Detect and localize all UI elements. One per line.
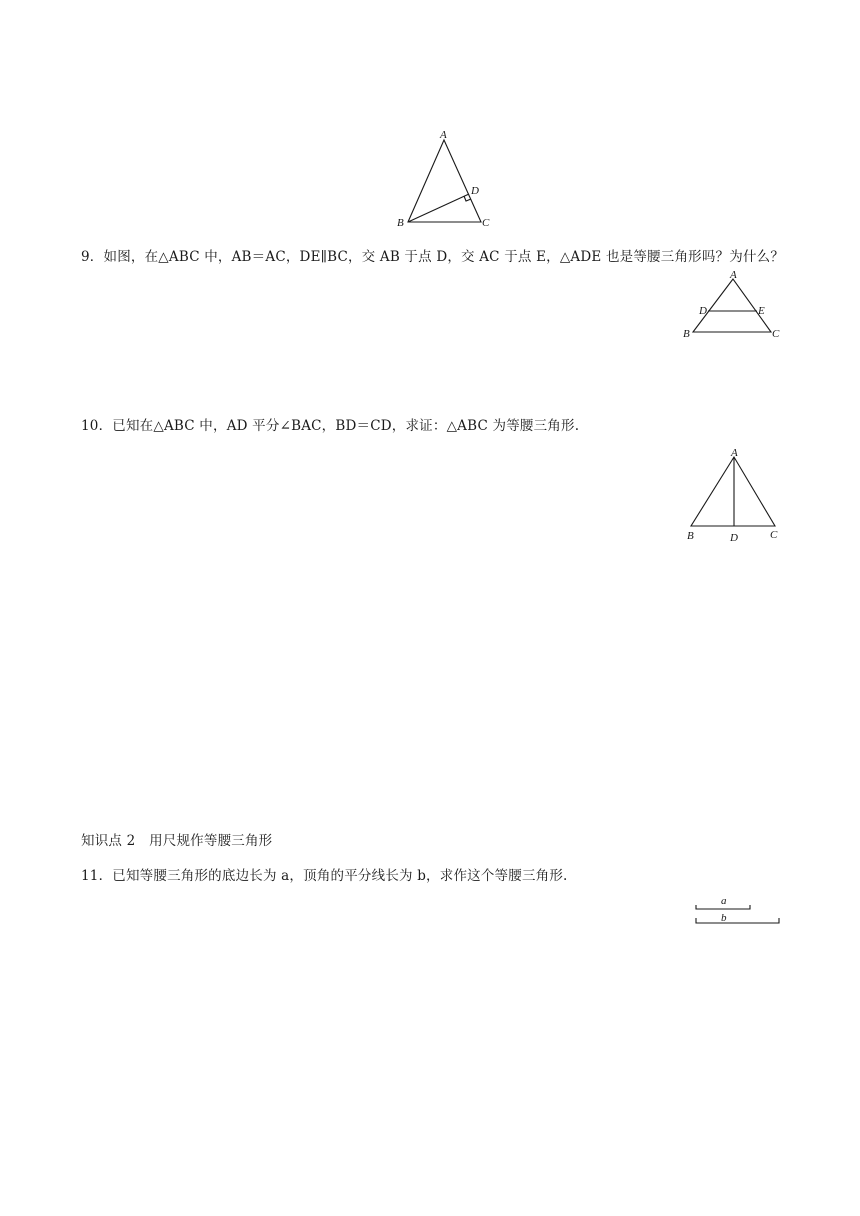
question-9-text: 9．如图，在△ABC 中，AB＝AC，DE∥BC，交 AB 于点 D，交 AC 于点 E，△ADE 也是等腰三角形吗？为什么？ — [81, 249, 785, 265]
label-C: C — [772, 328, 780, 340]
question-10-text: 10．已知在△ABC 中，AD 平分∠BAC，BD＝CD，求证：△ABC 为等腰三角形. — [81, 418, 580, 434]
figure-q11-segments — [690, 890, 785, 930]
label-A: A — [730, 269, 737, 281]
figure-q9-triangle — [680, 266, 784, 342]
triangle-abc — [691, 457, 775, 526]
label-a: a — [721, 895, 727, 907]
label-D: D — [730, 532, 738, 544]
altitude-bd — [408, 194, 469, 222]
label-A: A — [731, 447, 738, 459]
label-D: D — [699, 305, 707, 317]
triangle-abc — [408, 140, 481, 222]
label-b: b — [721, 912, 727, 924]
label-D: D — [471, 185, 479, 197]
label-E: E — [758, 305, 765, 317]
label-C: C — [482, 217, 490, 229]
label-A: A — [440, 129, 447, 141]
label-B: B — [683, 328, 690, 340]
segment-b — [696, 918, 779, 923]
figure-q10-triangle — [680, 445, 784, 545]
question-11-text: 11．已知等腰三角形的底边长为 a，顶角的平分线长为 b，求作这个等腰三角形. — [81, 868, 568, 884]
figure-top-triangle — [390, 125, 500, 231]
label-B: B — [397, 217, 404, 229]
label-C: C — [770, 529, 778, 541]
section-2-heading: 知识点 2 用尺规作等腰三角形 — [81, 833, 273, 849]
label-B: B — [687, 530, 694, 542]
